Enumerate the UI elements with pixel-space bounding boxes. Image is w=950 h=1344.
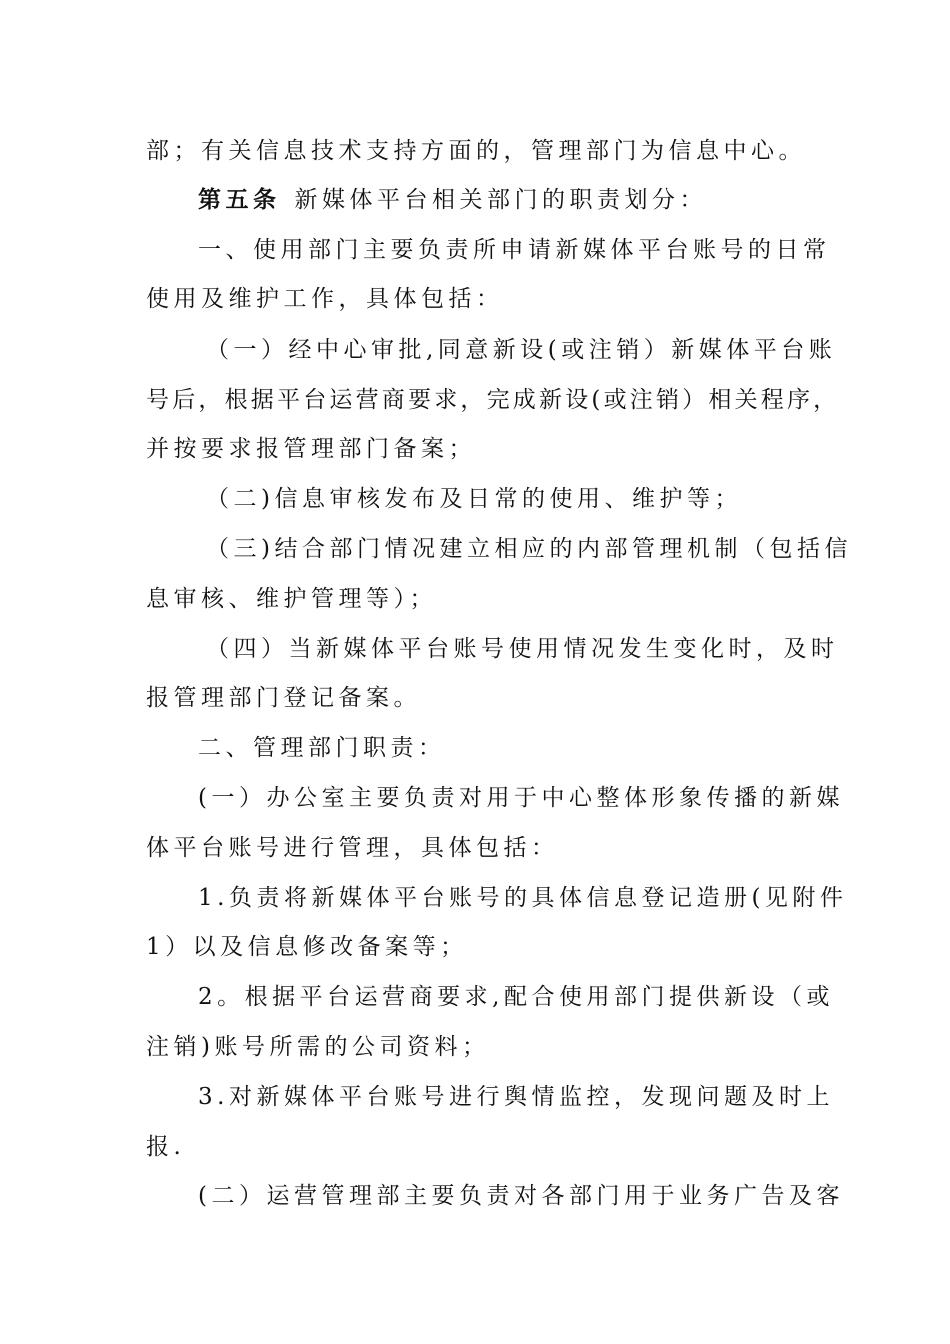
text-line: (二）运营管理部主要负责对各部门用于业务广告及客: [198, 1183, 844, 1209]
text-line: 2。根据平台运营商要求,配合使用部门提供新设（或: [198, 984, 834, 1010]
text-line: （三)结合部门情况建立相应的内部管理机制（包括信: [206, 536, 852, 562]
text-line: 报.: [146, 1134, 186, 1160]
text-line: （四）当新媒体平台账号使用情况发生变化时，及时: [206, 636, 839, 662]
text-line: 1.负责将新媒体平台账号的具体信息登记造册(见附件: [198, 885, 848, 911]
text-line: (一）办公室主要负责对用于中心整体形象传播的新媒: [198, 785, 844, 811]
text-line: 并按要求报管理部门备案；: [146, 436, 476, 462]
text-line: （二)信息审核发布及日常的使用、维护等；: [206, 486, 742, 512]
text-line: 体平台账号进行管理，具体包括：: [146, 835, 559, 861]
section-heading: 二、管理部门职责：: [198, 735, 446, 761]
article-title: 新媒体平台相关部门的职责划分：: [294, 187, 707, 213]
text-line: 息审核、维护管理等）；: [146, 586, 437, 612]
text-line: 注销)账号所需的公司资料；: [146, 1034, 490, 1060]
text-line: 部；有关信息技术支持方面的，管理部门为信息中心。: [146, 138, 806, 164]
text-line: 1）以及信息修改备案等；: [146, 934, 468, 960]
article-heading: [198, 185, 707, 215]
text-line: 号后，根据平台运营商要求，完成新设(或注销）相关程序，: [146, 387, 840, 413]
text-line: 报管理部门登记备案。: [146, 685, 421, 711]
text-line: 使用及维护工作，具体包括：: [146, 286, 504, 312]
text-line: 一、使用部门主要负责所申请新媒体平台账号的日常: [198, 237, 831, 263]
text-line: 3.对新媒体平台账号进行舆情监控，发现问题及时上: [198, 1084, 834, 1110]
text-line: （一）经中心审批,同意新设(或注销）新媒体平台账: [206, 337, 837, 363]
article-label: 第五条: [198, 186, 281, 213]
